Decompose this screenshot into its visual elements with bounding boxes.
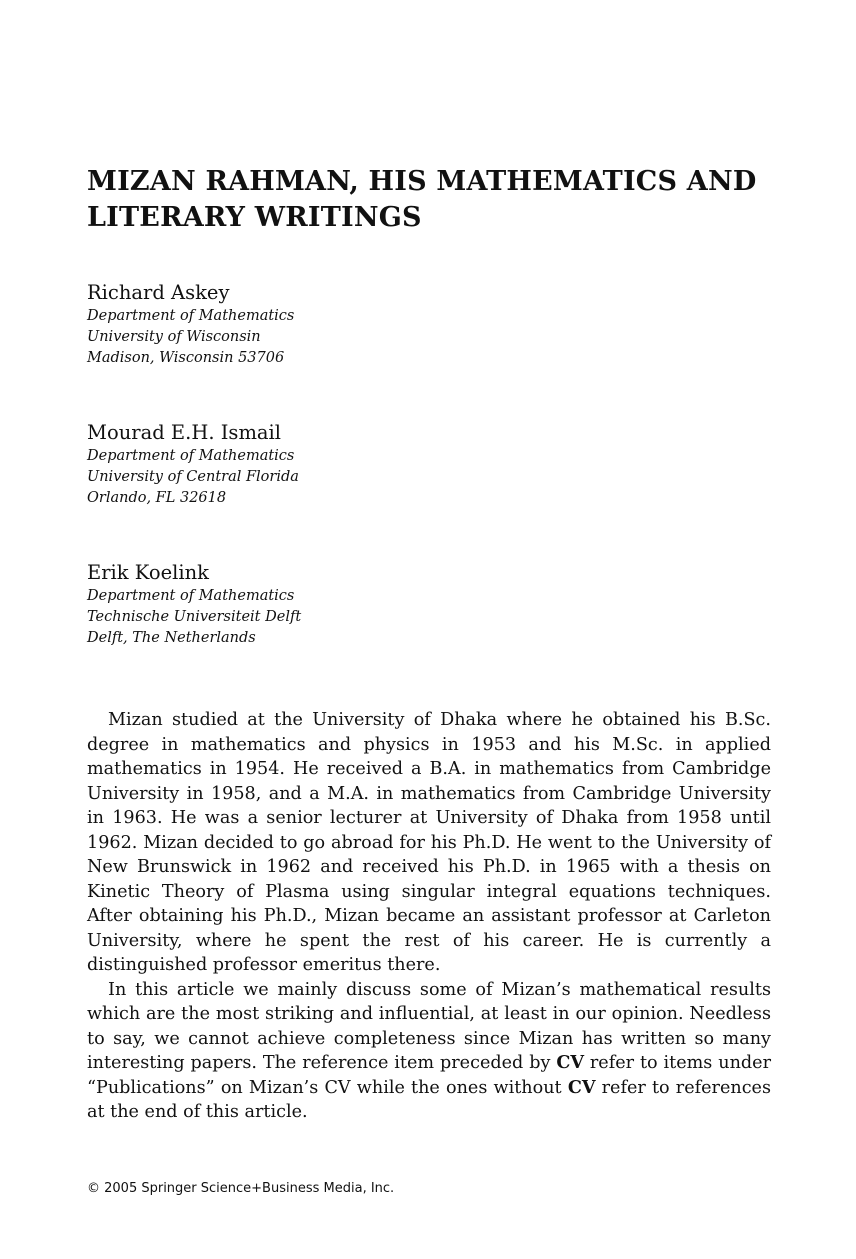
author-address: Madison, Wisconsin 53706 xyxy=(87,350,285,366)
author-name: Erik Koelink xyxy=(87,561,209,584)
author-institution: Technische Universiteit Delft xyxy=(87,609,302,625)
author-block-ismail xyxy=(87,420,487,509)
author-department: Department of Mathematics xyxy=(87,448,295,464)
paper-page xyxy=(87,0,771,1259)
author-address: Orlando, FL 32618 xyxy=(87,490,227,506)
title-line-2: LITERARY WRITINGS xyxy=(87,202,422,233)
cv-bold-label: CV xyxy=(556,1052,584,1073)
title-line-1: MIZAN RAHMAN, HIS MATHEMATICS AND xyxy=(87,166,757,197)
author-institution: University of Wisconsin xyxy=(87,329,261,345)
author-address: Delft, The Netherlands xyxy=(87,630,256,646)
copyright-footer: © 2005 Springer Science+Business Media, Inc. xyxy=(87,1181,395,1196)
paragraph-2-text: refer to references at the end of this article. xyxy=(87,1077,771,1122)
body-text xyxy=(87,708,771,1125)
paragraph-1: Mizan studied at the University of Dhaka where he obtained his B.Sc. degree in mathematics and physics in 1953 and his M.Sc. in applied mathematics in 1954. He received a B.A. in mathematics from Cambridge University in 1958, and a M.A. in mathematics from Cambridge University in 1963. He was a senior lecturer at University of Dhaka from 1958 until 1962. Mizan decided to go abroad for his Ph.D. He went to the University of New Brunswick in 1962 and received his Ph.D. in 1965 with a thesis on Kinetic Theory of Plasma using singular integral equations techniques. After obtaining his Ph.D., Mizan became an assistant professor at Carleton University, where he spent the rest of his career. He is currently a distinguished professor emeritus there. xyxy=(87,710,771,975)
cv-bold-label: CV xyxy=(567,1076,596,1098)
paper-title xyxy=(87,164,847,236)
author-name: Richard Askey xyxy=(87,281,230,304)
paragraph-2-text: In this article we mainly discuss some of Mizan’s mathematical results which are the most striking and influential, at least in our opinion. Needless to say, we cannot achieve completeness since Mizan has written so many interesting papers. The reference item preceded by xyxy=(87,979,771,1073)
author-block-koelink xyxy=(87,560,487,649)
author-institution: University of Central Florida xyxy=(87,469,299,485)
author-name: Mourad E.H. Ismail xyxy=(87,421,282,444)
paragraph-2 xyxy=(87,978,771,1125)
paragraph-2-text: refer to items under “Publications” on Mizan’s CV while the ones without xyxy=(87,1053,771,1098)
author-department: Department of Mathematics xyxy=(87,308,295,324)
author-block-askey xyxy=(87,280,487,369)
author-department: Department of Mathematics xyxy=(87,588,295,604)
